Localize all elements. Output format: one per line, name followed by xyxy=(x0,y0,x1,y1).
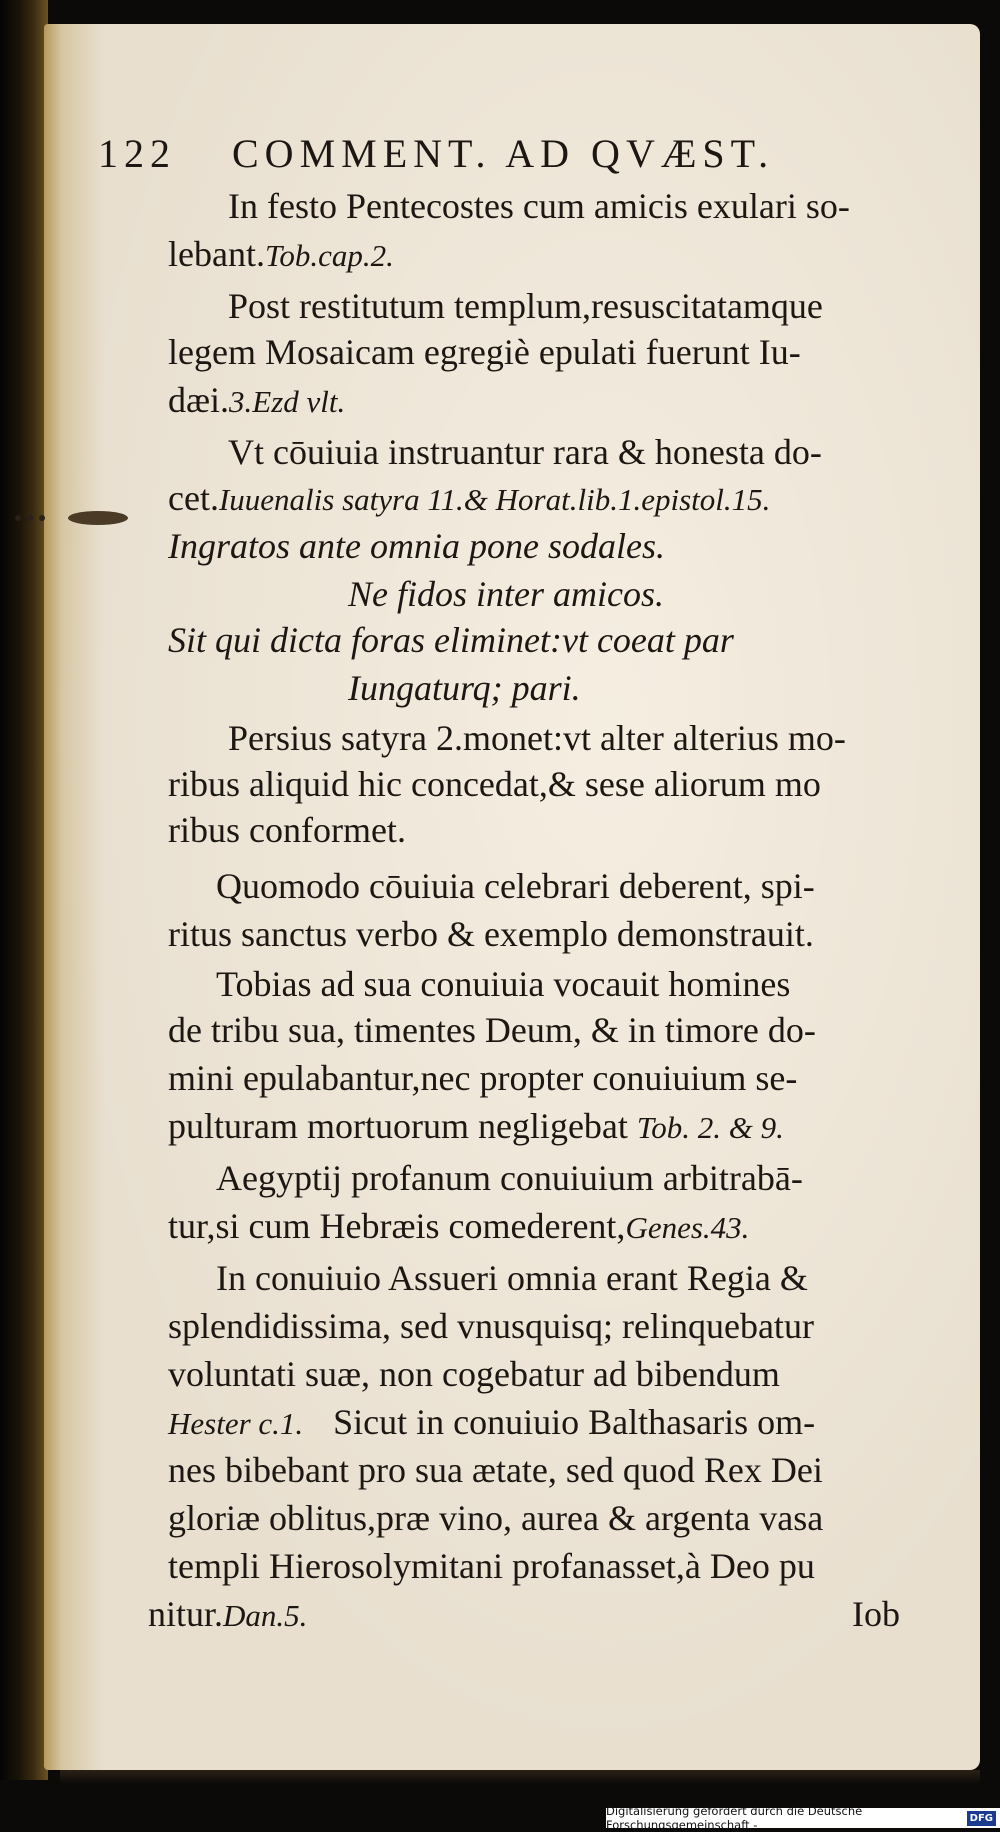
text-line: lebant.Tob.cap.2. xyxy=(168,234,394,274)
text-line: gloriæ oblitus,præ vino, aurea & argenta vasa xyxy=(168,1498,824,1538)
text-line: pulturam mortuorum negligebat Tob. 2. & 9. xyxy=(168,1106,784,1146)
text-line: legem Mosaicam egregiè epulati fuerunt Iu- xyxy=(168,332,801,372)
text-line: Quomodo cōuiuia celebrari deberent, spi- xyxy=(216,866,815,906)
verse-line: Ingratos ante omnia pone sodales. xyxy=(168,526,665,566)
text-line: ribus aliquid hic concedat,& sese aliorum mo xyxy=(168,764,821,804)
credit-text: Digitalisierung gefördert durch die Deutsche Forschungsgemeinschaft - xyxy=(606,1804,863,1832)
text-line: cet.Iuuenalis satyra 11.& Horat.lib.1.epistol.15. xyxy=(168,478,771,518)
citation: 3.Ezd vlt. xyxy=(229,384,346,419)
citation: Genes.43. xyxy=(625,1210,750,1245)
text-line: ritus sanctus verbo & exemplo demonstrauit. xyxy=(168,914,814,954)
text-line: In conuiuio Assueri omnia erant Regia & xyxy=(216,1258,808,1298)
text-line: Persius satyra 2.monet:vt alter alterius mo- xyxy=(228,718,846,758)
text-line: splendidissima, sed vnusquisq; relinquebatur xyxy=(168,1306,814,1346)
dfg-logo: DFG xyxy=(967,1811,996,1826)
verse-line: Sit qui dicta foras eliminet:vt coeat par xyxy=(168,620,734,660)
digitization-credit xyxy=(606,1804,1000,1832)
verse-line: Iungaturq; pari. xyxy=(348,668,581,708)
text-line: nitur.Dan.5. xyxy=(148,1594,308,1634)
text-line: ribus conformet. xyxy=(168,810,406,850)
text-line: tur,si cum Hebræis comederent,Genes.43. xyxy=(168,1206,750,1246)
text-line: dæi.3.Ezd vlt. xyxy=(168,380,346,420)
catchword: Iob xyxy=(852,1594,900,1634)
text-line: Hester c.1. Sicut in conuiuio Balthasaris om- xyxy=(168,1402,816,1442)
text-line: Tobias ad sua conuiuia vocauit homines xyxy=(216,964,791,1004)
text-line: mini epulabantur,nec propter conuiuium se- xyxy=(168,1058,798,1098)
citation: Dan.5. xyxy=(223,1598,308,1633)
citation: Tob. 2. & 9. xyxy=(636,1110,784,1145)
text-line: Vt cōuiuia instruantur rara & honesta do- xyxy=(228,432,822,472)
verse-line: Ne fidos inter amicos. xyxy=(348,574,664,614)
citation: Iuuenalis satyra 11.& Horat.lib.1.epistol.15. xyxy=(218,482,771,517)
page-number: 122 xyxy=(98,131,176,176)
text-line: voluntati suæ, non cogebatur ad bibendum xyxy=(168,1354,780,1394)
citation: Tob.cap.2. xyxy=(264,238,394,273)
text-line: nes bibebant pro sua ætate, sed quod Rex Dei xyxy=(168,1450,823,1490)
text-line: de tribu sua, timentes Deum, & in timore do- xyxy=(168,1010,816,1050)
text-line: Post restitutum templum,resuscitatamque xyxy=(228,286,823,326)
running-title: COMMENT. AD QVÆST. xyxy=(232,131,775,176)
citation: Hester c.1. xyxy=(168,1406,304,1441)
text-line: templi Hierosolymitani profanasset,à Deo pu xyxy=(168,1546,815,1586)
text-line: In festo Pentecostes cum amicis exulari so- xyxy=(228,186,850,226)
text-line: Aegyptij profanum conuiuium arbitrabā- xyxy=(216,1158,803,1198)
